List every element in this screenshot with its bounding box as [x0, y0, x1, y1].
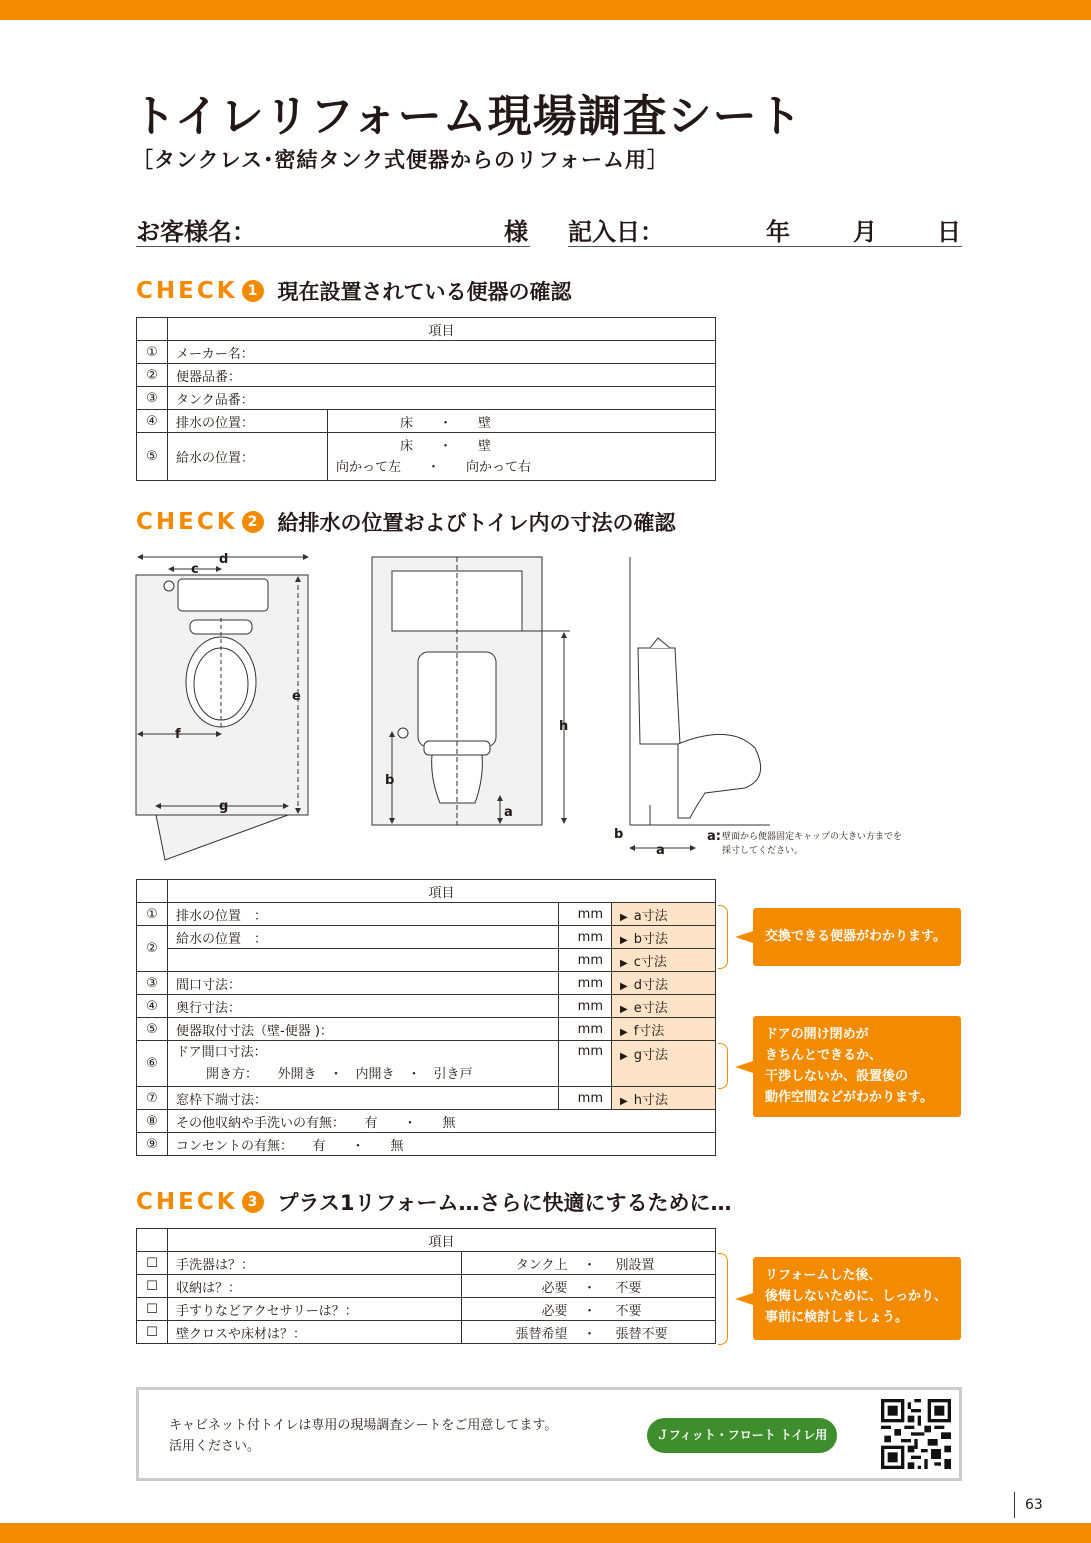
option-1[interactable]: 必要: [462, 1298, 572, 1321]
check2-table: [136, 879, 716, 1156]
date-field[interactable]: [568, 246, 962, 247]
callout-replaceable-toilets: 交換できる便器がわかります。: [753, 908, 961, 966]
dim-label-d: d: [219, 552, 229, 567]
check3-table-header: 項目: [168, 1229, 716, 1252]
row-number: ⑧: [137, 1110, 168, 1133]
option-1[interactable]: 張替希望: [462, 1321, 572, 1344]
date-day: 日: [937, 218, 961, 246]
dimension-tag: ▶ c寸法: [612, 949, 716, 972]
table-row: [137, 1275, 716, 1298]
table-row: [137, 1133, 716, 1156]
dim-label-b-front: b: [385, 773, 395, 788]
option-2[interactable]: 張替不要: [608, 1321, 716, 1344]
option-1[interactable]: 必要: [462, 1275, 572, 1298]
row-number: ④: [137, 995, 168, 1018]
check1-table-header: 項目: [168, 318, 716, 341]
dim-label-f: f: [175, 727, 181, 742]
row-number: ②: [137, 364, 168, 387]
check2-word: CHECK: [136, 509, 238, 535]
unit-mm[interactable]: mm: [559, 926, 612, 949]
table-row: [137, 1087, 716, 1110]
row-label: 給水の位置 ：: [168, 926, 559, 949]
check1-heading: [136, 276, 572, 306]
callout1-brace: [718, 905, 728, 969]
dim-label-h: h: [559, 719, 569, 734]
row-label: ドア間口寸法：: [176, 1044, 267, 1060]
table-row: [137, 1321, 716, 1344]
row-number: ⑤: [137, 1018, 168, 1041]
page-subtitle: ［タンクレス･密結タンク式便器からのリフォーム用］: [132, 148, 669, 172]
callout3-brace: [718, 1253, 728, 1345]
callout2-brace: [718, 1043, 728, 1089]
dimension-tag: ▶ f寸法: [612, 1018, 716, 1041]
check1-title: 現在設置されている便器の確認: [277, 280, 572, 304]
notice-line2: 活用ください。: [169, 1439, 261, 1454]
notice-line1: キャビネット付トイレは専用の現場調査シートをご用意してます。: [169, 1418, 558, 1433]
callout-door-clearance: ドアの開け閉めが きちんとできるか、 干渉しないか、設置後の 動作空間などがわかります。: [753, 1016, 961, 1117]
row-label: 窓枠下端寸法：: [168, 1087, 559, 1110]
table-row: [137, 1110, 716, 1133]
toilet-dimension-diagram: [130, 548, 960, 868]
customer-name-label: お客様名：: [136, 218, 256, 246]
check1-number: 1: [242, 280, 264, 302]
check2-heading: [136, 507, 676, 537]
row-label: 壁クロスや床材は？：: [168, 1321, 462, 1344]
dimension-tag: ▶ b寸法: [612, 926, 716, 949]
unit-mm[interactable]: mm: [559, 1018, 612, 1041]
checkbox[interactable]: ☐: [137, 1321, 168, 1344]
row-number: ⑤: [137, 433, 168, 481]
row-label[interactable]: 便器品番：: [168, 364, 716, 387]
unit-mm[interactable]: mm: [559, 949, 612, 972]
option-2[interactable]: 別設置: [608, 1252, 716, 1275]
row-label[interactable]: その他収納や手洗いの有無： 有 ・ 無: [168, 1110, 716, 1133]
customer-name-field[interactable]: [136, 246, 530, 247]
row-number: ⑥: [137, 1041, 168, 1087]
check3-title: プラス1リフォーム…さらに快適にするために…: [277, 1191, 732, 1215]
row-label[interactable]: タンク品番：: [168, 387, 716, 410]
check2-title: 給排水の位置およびトイレ内の寸法の確認: [277, 511, 676, 535]
qr-code-icon[interactable]: [881, 1399, 951, 1469]
checkbox[interactable]: ☐: [137, 1298, 168, 1321]
table-row: [137, 1252, 716, 1275]
page-number: 63: [1014, 1492, 1043, 1518]
table-row: [137, 364, 716, 387]
row-label: 便器取付寸法（壁-便器 )：: [168, 1018, 559, 1041]
option-separator: ・: [572, 1321, 608, 1344]
check1-table: [136, 317, 716, 481]
dim-label-a-side: a: [656, 843, 665, 858]
check3-table: [136, 1228, 716, 1344]
option-2[interactable]: 不要: [608, 1298, 716, 1321]
check3-heading: [136, 1187, 731, 1217]
date-month: 月: [853, 218, 877, 246]
measure-note-line2: 採寸してください。: [722, 846, 804, 856]
unit-mm[interactable]: mm: [559, 1041, 612, 1087]
measure-note-key: a:: [707, 829, 721, 844]
supply-position-options[interactable]: 床 ・ 壁: [400, 438, 492, 454]
page-title: トイレリフォーム現場調査シート: [132, 91, 803, 142]
row-number: ③: [137, 387, 168, 410]
row-number: ①: [137, 903, 168, 926]
row-label[interactable]: メーカー名：: [168, 341, 716, 364]
j-fit-float-sheet-button[interactable]: Ｊフィット・フロート トイレ用: [647, 1418, 837, 1453]
cabinet-toilet-notice: [136, 1387, 962, 1481]
unit-mm[interactable]: mm: [559, 1087, 612, 1110]
row-number: ③: [137, 972, 168, 995]
dimension-tag: ▶ g寸法: [612, 1041, 716, 1087]
check3-number: 3: [242, 1191, 264, 1213]
option-1[interactable]: タンク上: [462, 1252, 572, 1275]
row-label: 手洗器は？：: [168, 1252, 462, 1275]
table-row: [137, 433, 716, 481]
top-accent-bar: [0, 0, 1091, 20]
dim-label-c: c: [191, 562, 199, 577]
supply-side-options[interactable]: 向かって左 ・ 向かって右: [336, 459, 532, 475]
row-number: ⑦: [137, 1087, 168, 1110]
row-label[interactable]: コンセントの有無： 有 ・ 無: [168, 1133, 716, 1156]
unit-mm[interactable]: mm: [559, 903, 612, 926]
table-row: [137, 949, 716, 972]
dimension-tag: ▶ e寸法: [612, 995, 716, 1018]
table-row: [137, 926, 716, 949]
dimension-tag: ▶ a寸法: [612, 903, 716, 926]
unit-mm[interactable]: mm: [559, 972, 612, 995]
customer-name-suffix: 様: [504, 218, 528, 246]
drain-position-options[interactable]: 床 ・ 壁: [328, 410, 716, 433]
checkbox[interactable]: ☐: [137, 1275, 168, 1298]
option-separator: ・: [572, 1275, 608, 1298]
table-row: [137, 903, 716, 926]
table-row: [137, 995, 716, 1018]
table-row: [137, 1041, 716, 1087]
row-number: ④: [137, 410, 168, 433]
check1-word: CHECK: [136, 278, 238, 304]
table-row: [137, 972, 716, 995]
dim-label-e: e: [292, 689, 301, 704]
dimension-tag: ▶ d寸法: [612, 972, 716, 995]
date-year: 年: [766, 218, 790, 246]
dimension-tag: ▶ h寸法: [612, 1087, 716, 1110]
table-row: [137, 1298, 716, 1321]
option-2[interactable]: 不要: [608, 1275, 716, 1298]
dim-label-g: g: [219, 799, 229, 814]
row-label: 給水の位置：: [168, 433, 328, 481]
table-row: [137, 387, 716, 410]
check3-word: CHECK: [136, 1189, 238, 1215]
unit-mm[interactable]: mm: [559, 995, 612, 1018]
row-label: 奥行寸法：: [168, 995, 559, 1018]
row-number: ②: [137, 926, 168, 972]
callout-consider-beforehand: リフォームした後、 後悔しないために、しっかり、 事前に検討しましょう。: [753, 1257, 961, 1340]
row-label: 手すりなどアクセサリーは？：: [168, 1298, 462, 1321]
option-separator: ・: [572, 1298, 608, 1321]
table-row: [137, 410, 716, 433]
option-separator: ・: [572, 1252, 608, 1275]
measure-note-line1: 壁面から便器固定キャップの大きい方までを: [722, 832, 903, 842]
row-label: 排水の位置 ：: [168, 903, 559, 926]
table-row: [137, 341, 716, 364]
row-number: ①: [137, 341, 168, 364]
checkbox[interactable]: ☐: [137, 1252, 168, 1275]
dim-label-a-front: a: [504, 805, 513, 820]
row-label: 間口寸法：: [168, 972, 559, 995]
date-label: 記入日：: [568, 218, 664, 246]
dim-label-b-side: b: [614, 827, 624, 842]
check2-number: 2: [242, 511, 264, 533]
door-opening-options[interactable]: 開き方： 外開き ・ 内開き ・ 引き戸: [206, 1066, 473, 1082]
check2-table-header: 項目: [168, 880, 716, 903]
table-row: [137, 1018, 716, 1041]
row-label: 排水の位置：: [168, 410, 328, 433]
bottom-accent-bar: [0, 1523, 1091, 1543]
row-label: 収納は？：: [168, 1275, 462, 1298]
row-number: ⑨: [137, 1133, 168, 1156]
